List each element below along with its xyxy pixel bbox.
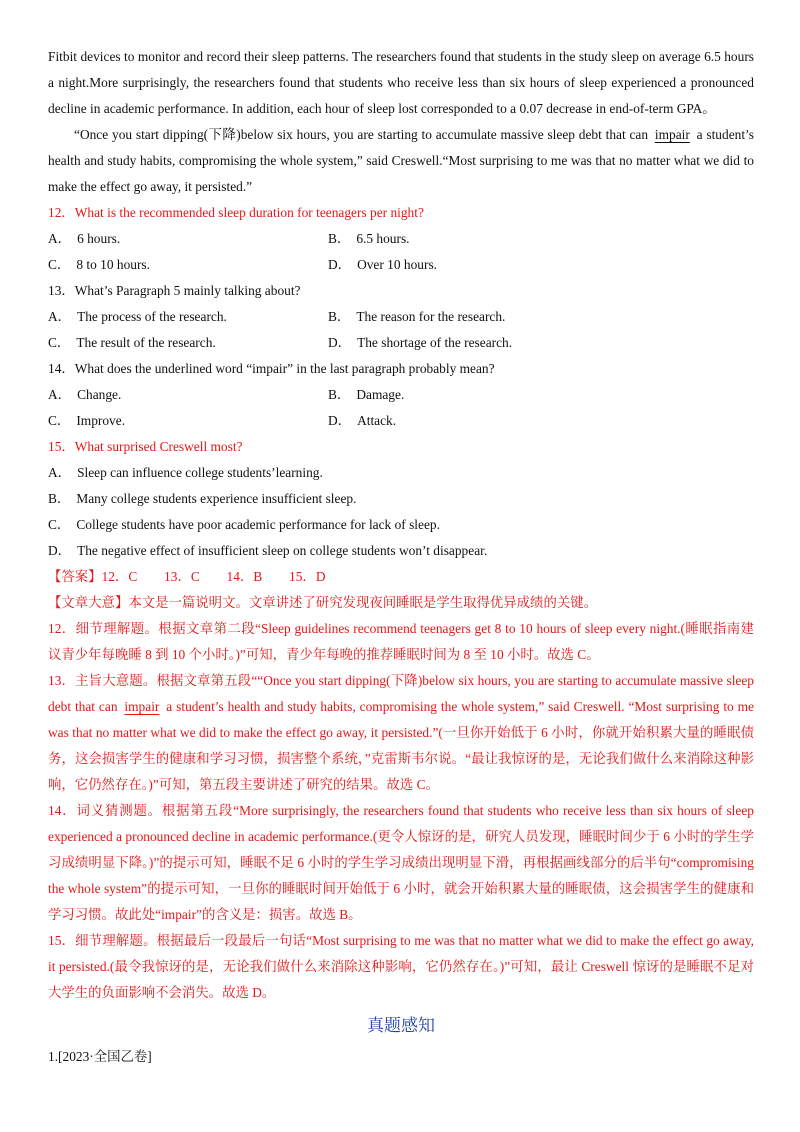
question-12-options-row-1 bbox=[48, 226, 754, 252]
question-15-stem: 15．What surprised Creswell most? bbox=[48, 439, 243, 454]
option-text: College students have poor academic performance for lack of sleep. bbox=[76, 517, 440, 532]
option-label: C． bbox=[48, 413, 71, 428]
question-14-option-d[interactable] bbox=[328, 408, 608, 434]
option-text: The result of the research. bbox=[76, 335, 216, 350]
question-12-option-c[interactable] bbox=[48, 252, 328, 278]
explanation-15: 15．细节理解题。根据最后一段最后一句话“Most surprising to me was that no matter what we did to make the effect go away, it persisted.(最令我惊讶的是，无论我们做什么来消除这种影响，它仍然存在。)”可知，最让 Creswell 惊讶的是睡眠不足对大学生的负面影响不会消失。故选 D。 bbox=[48, 933, 754, 1000]
passage-paragraph-1: Fitbit devices to monitor and record their sleep patterns. The researchers found that students in the study sleep on average 6.5 hours a night.More surprisingly, the researchers found that students who receive less than six hours of sleep experienced a pronounced decline in academic performance. In addition, each hour of sleep lost corresponded to a 0.07 decrease in end-of-term GPA。 bbox=[48, 49, 754, 116]
question-12-option-d[interactable] bbox=[328, 252, 608, 278]
question-13-option-a[interactable] bbox=[48, 304, 328, 330]
question-14-options-row-1 bbox=[48, 382, 754, 408]
option-label: D． bbox=[328, 413, 352, 428]
option-text: Change. bbox=[77, 387, 122, 402]
option-text: The process of the research. bbox=[77, 309, 227, 324]
option-label: C． bbox=[48, 517, 71, 532]
question-13-options-row-1 bbox=[48, 304, 754, 330]
option-text: The shortage of the research. bbox=[357, 335, 513, 350]
option-text: Damage. bbox=[356, 387, 405, 402]
question-12-options-row-2 bbox=[48, 252, 754, 278]
section-title: 真题感知 bbox=[367, 1016, 435, 1035]
option-text: 8 to 10 hours. bbox=[76, 257, 150, 272]
explanation-13 bbox=[48, 668, 754, 798]
option-label: B． bbox=[328, 231, 351, 246]
question-12-option-a[interactable] bbox=[48, 226, 328, 252]
document-page bbox=[48, 44, 754, 1070]
option-label: C． bbox=[48, 257, 71, 272]
article-summary: 【文章大意】本文是一篇说明文。文章讲述了研究发现夜间睡眠是学生取得优异成绩的关键。 bbox=[48, 595, 598, 610]
question-14-option-b[interactable] bbox=[328, 382, 608, 408]
question-14-option-c[interactable] bbox=[48, 408, 328, 434]
option-text: Sleep can influence college students’learning. bbox=[77, 465, 323, 480]
option-text: Attack. bbox=[357, 413, 397, 428]
underlined-word-impair: impair bbox=[654, 127, 690, 142]
question-14-stem: 14．What does the underlined word “impair” in the last paragraph probably mean? bbox=[48, 361, 495, 376]
question-15-option-d[interactable] bbox=[48, 538, 754, 564]
option-text: Improve. bbox=[76, 413, 126, 428]
question-15-option-b[interactable] bbox=[48, 486, 754, 512]
option-label: A． bbox=[48, 465, 72, 480]
explanation-12: 12．细节理解题。根据文章第二段“Sleep guidelines recommend teenagers get 8 to 10 hours of sleep every night.(睡眠指南建议青少年每晚睡 8 到 10 个小时。)”可知，青少年每晚的推荐睡眠时间为 8 至 10 小时。故选 C。 bbox=[48, 621, 754, 662]
next-item-source: 1.[2023·全国乙卷] bbox=[48, 1049, 152, 1064]
option-label: B． bbox=[328, 309, 351, 324]
question-15-option-a[interactable] bbox=[48, 460, 754, 486]
explanation-text: 13．主旨大意题。根据文章第五段““Once you start dipping(下降)below six hours, you are starting to accumulate massive sleep debt that can bbox=[48, 673, 754, 714]
answer-key: 【答案】12．C 13．C 14．B 15．D bbox=[48, 569, 326, 584]
explanation-text: a student’s health and study habits, compromising the whole system,” said Creswell. “Most surprising to me was that no matter what we did to make the effect go away, it persisted.”(一旦你开始低于 6 小时，你就开始积累大量的睡眠债务，这会损害学生的健康和学习习惯，损害整个系统，”克雷斯韦尔说。“最让我惊讶的是，无论我们做什么来消除这种影响，它仍然存在。)”可知，第五段主要讲述了研究的结果。故选 C。 bbox=[48, 699, 754, 792]
question-15-option-c[interactable] bbox=[48, 512, 754, 538]
option-label: A． bbox=[48, 387, 72, 402]
option-text: The negative effect of insufficient sleep on college students won’t disappear. bbox=[77, 543, 488, 558]
question-12-option-b[interactable] bbox=[328, 226, 608, 252]
question-13-option-d[interactable] bbox=[328, 330, 608, 356]
option-text: 6.5 hours. bbox=[356, 231, 410, 246]
option-text: Over 10 hours. bbox=[357, 257, 438, 272]
option-label: D． bbox=[48, 543, 72, 558]
option-label: D． bbox=[328, 335, 352, 350]
option-label: B． bbox=[328, 387, 351, 402]
option-text: Many college students experience insufficient sleep. bbox=[76, 491, 357, 506]
passage-paragraph-2 bbox=[48, 122, 754, 200]
question-13-stem: 13．What’s Paragraph 5 mainly talking about? bbox=[48, 283, 301, 298]
question-14-option-a[interactable] bbox=[48, 382, 328, 408]
question-13-option-b[interactable] bbox=[328, 304, 608, 330]
question-13-option-c[interactable] bbox=[48, 330, 328, 356]
option-label: C． bbox=[48, 335, 71, 350]
question-13-options-row-2 bbox=[48, 330, 754, 356]
option-label: B． bbox=[48, 491, 71, 506]
question-12-stem: 12．What is the recommended sleep duration for teenagers per night? bbox=[48, 205, 424, 220]
explanation-14: 14．词义猜测题。根据第五段“More surprisingly, the researchers found that students who receive less than six hours of sleep experienced a pronounced decline in academic performance.(更令人惊讶的是，研究人员发现，睡眠时间少于 6 小时的学生学习成绩明显下降。)”的提示可知，睡眠不足 6 小时的学生学习成绩出现明显下滑，再根据画线部分的后半句“compromising the whole system”的提示可知，一旦你的睡眠时间开始低于 6 小时，就会开始积累大量的睡眠债，这会损害学生的健康和学习习惯。故此处“impair”的含义是：损害。故选 B。 bbox=[48, 803, 754, 922]
passage-text: “Once you start dipping(下降)below six hours, you are starting to accumulate massive sleep debt that can bbox=[74, 127, 652, 142]
option-text: The reason for the research. bbox=[356, 309, 506, 324]
passage-text: a student’s health and study habits, compromising the whole system,” said Creswell.“Most surprising to me was that no matter what we did to make the effect go away, it persisted.” bbox=[48, 127, 754, 194]
option-label: A． bbox=[48, 231, 72, 246]
option-label: A． bbox=[48, 309, 72, 324]
option-text: 6 hours. bbox=[77, 231, 121, 246]
option-label: D． bbox=[328, 257, 352, 272]
underlined-word-impair: impair bbox=[124, 699, 160, 714]
question-14-options-row-2 bbox=[48, 408, 754, 434]
